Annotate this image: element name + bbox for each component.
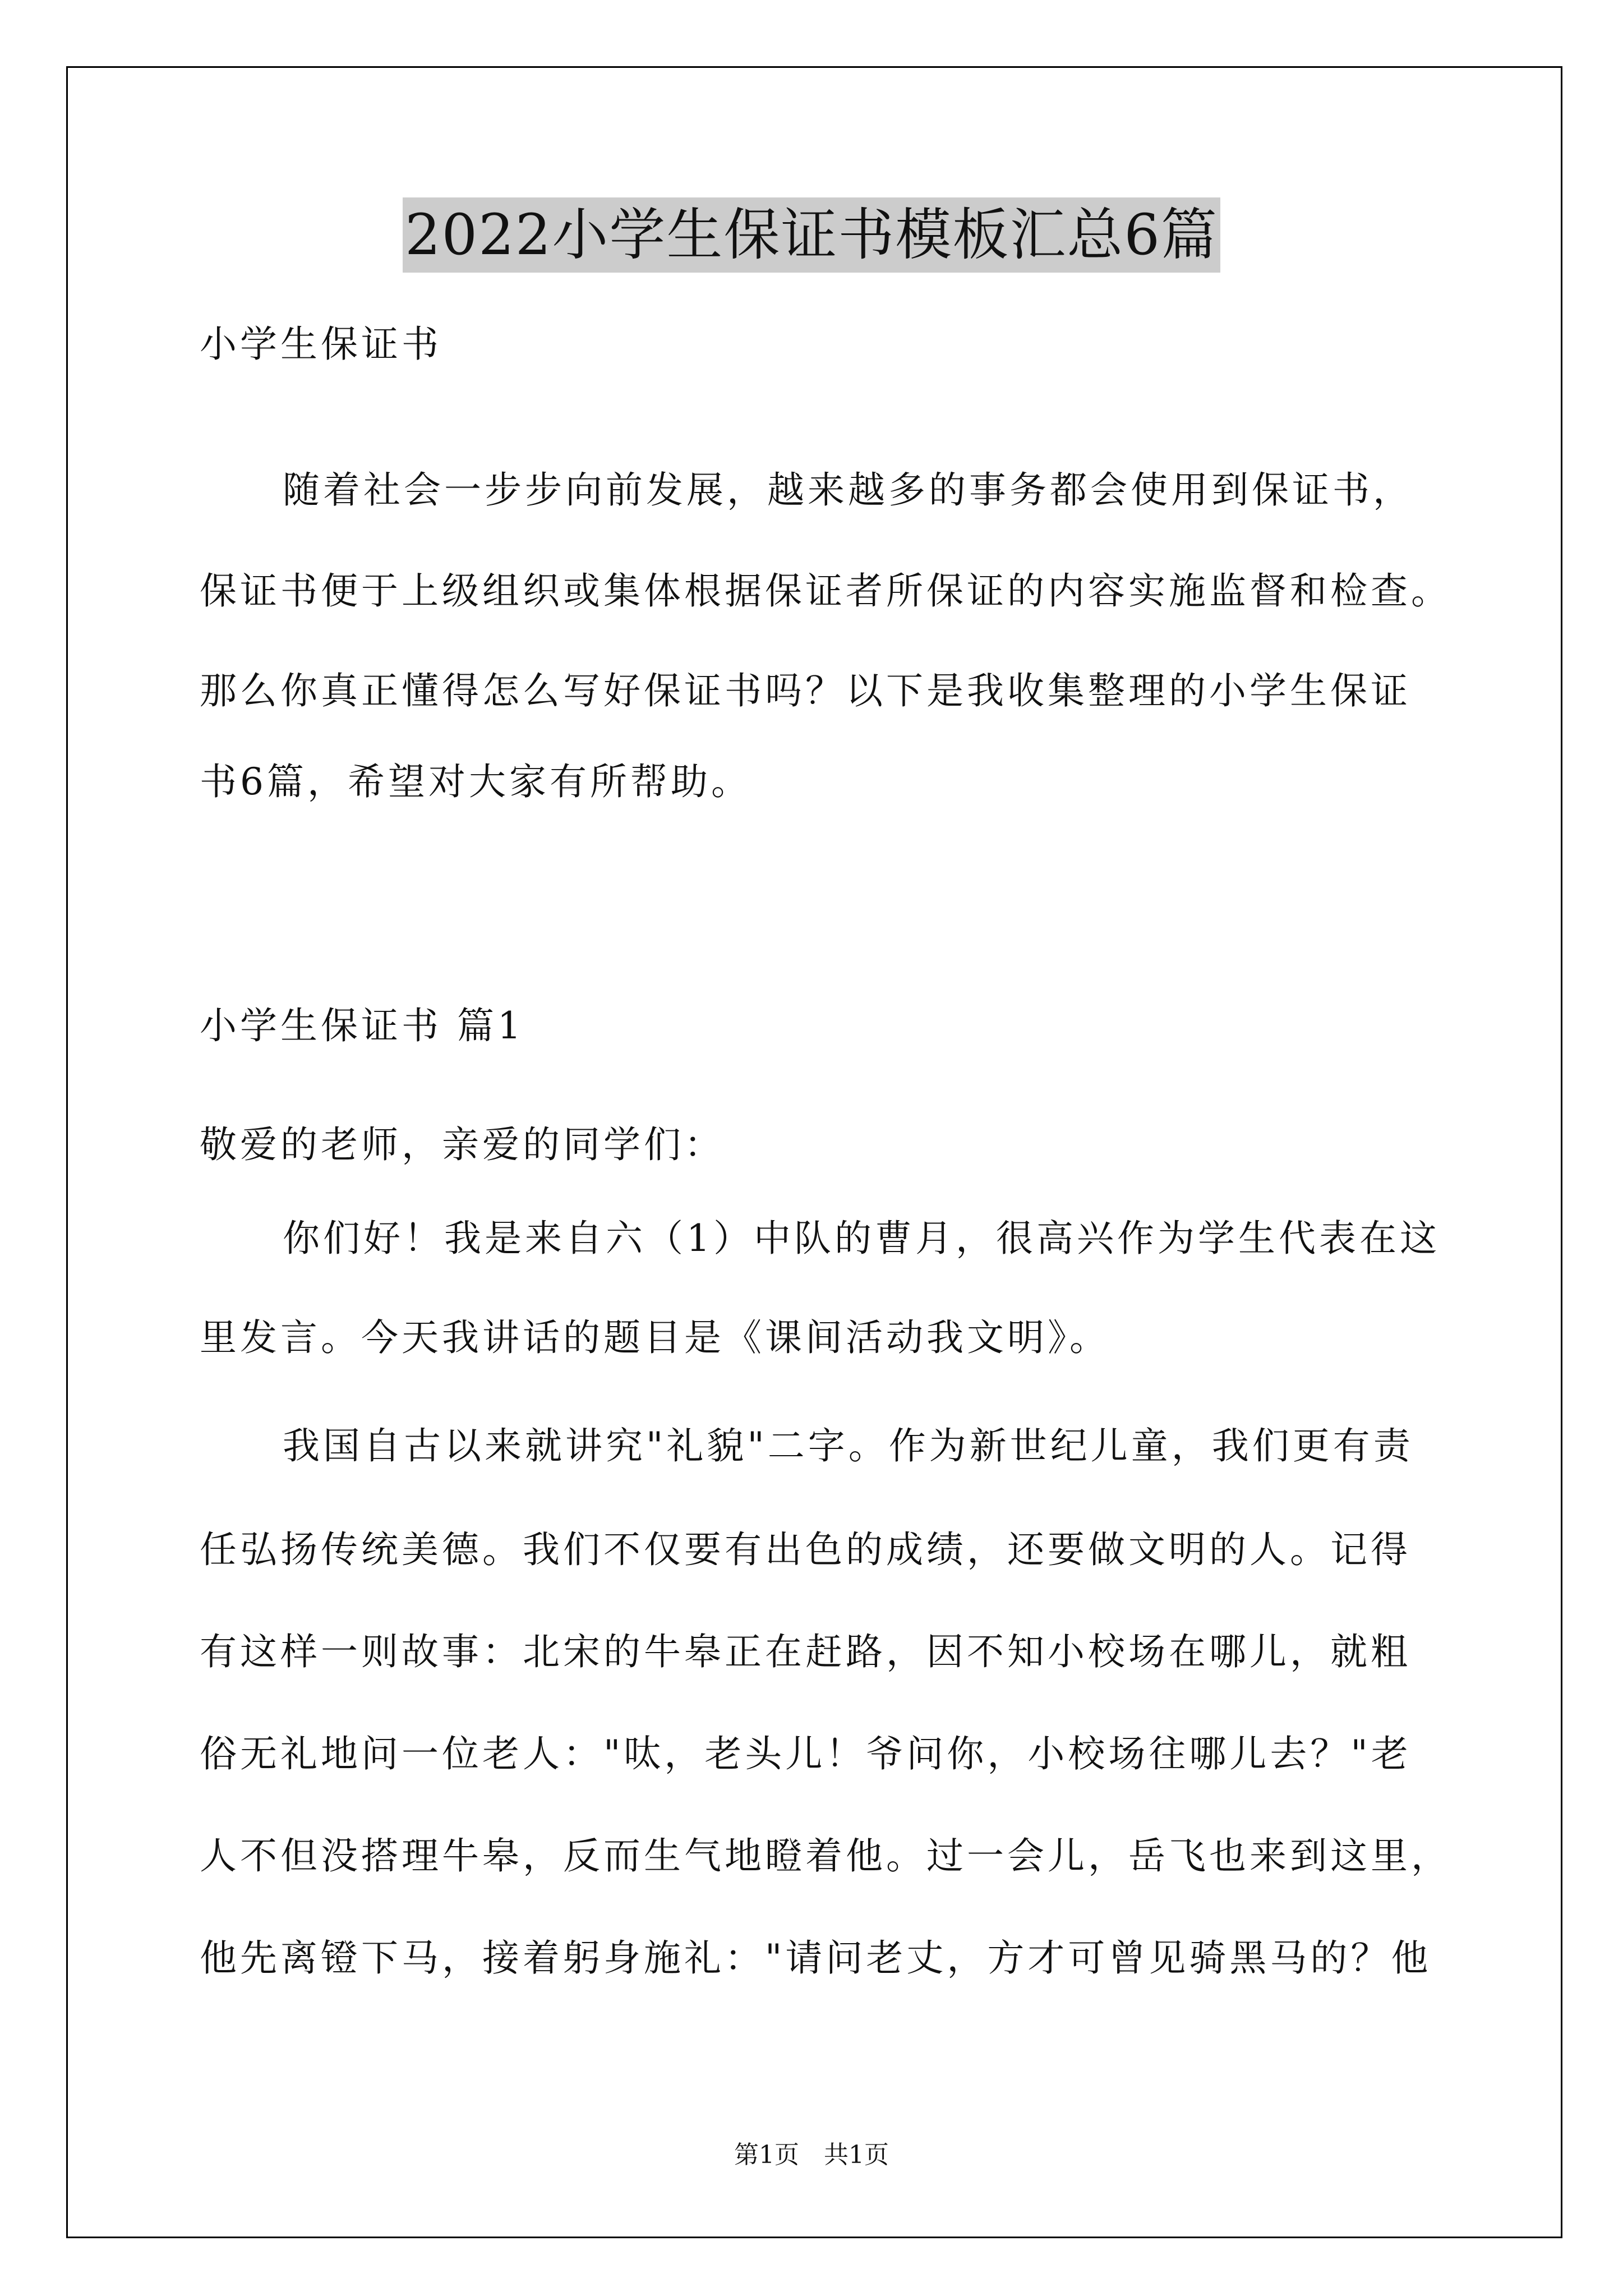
section-heading: 小学生保证书 bbox=[200, 323, 442, 366]
intro-line: 那么你真正懂得怎么写好保证书吗？以下是我收集整理的小学生保证 bbox=[200, 669, 1411, 712]
document-title-wrap bbox=[0, 197, 1623, 273]
intro-line: 书6篇，希望对大家有所帮助。 bbox=[200, 760, 751, 803]
piece-heading: 小学生保证书 篇1 bbox=[200, 1004, 524, 1047]
paragraph-line: 有这样一则故事：北宋的牛皋正在赶路，因不知小校场在哪儿，就粗 bbox=[200, 1630, 1411, 1673]
paragraph-line: 他先离镫下马，接着躬身施礼："请问老丈，方才可曾见骑黑马的？他 bbox=[200, 1936, 1432, 1980]
intro-line: 随着社会一步步向前发展，越来越多的事务都会使用到保证书， bbox=[283, 468, 1413, 512]
paragraph-line: 我国自古以来就讲究"礼貌"二字。作为新世纪儿童，我们更有责 bbox=[283, 1424, 1414, 1467]
page-footer: 第1页 共1页 bbox=[734, 2141, 889, 2169]
paragraph-line: 俗无礼地问一位老人："呔，老头儿！爷问你，小校场往哪儿去？"老 bbox=[200, 1732, 1412, 1775]
document-title: 2022小学生保证书模板汇总6篇 bbox=[403, 197, 1220, 273]
paragraph-line: 任弘扬传统美德。我们不仅要有出色的成绩，还要做文明的人。记得 bbox=[200, 1528, 1411, 1571]
paragraph-line: 你们好！我是来自六（1）中队的曹月，很高兴作为学生代表在这 bbox=[283, 1217, 1440, 1260]
paragraph-line: 人不但没搭理牛皋，反而生气地瞪着他。过一会儿，岳飞也来到这里， bbox=[200, 1834, 1451, 1878]
paragraph-line: 里发言。今天我讲话的题目是《课间活动我文明》。 bbox=[200, 1316, 1110, 1359]
salutation: 敬爱的老师，亲爱的同学们： bbox=[200, 1123, 725, 1166]
intro-line: 保证书便于上级组织或集体根据保证者所保证的内容实施监督和检查。 bbox=[200, 569, 1451, 613]
